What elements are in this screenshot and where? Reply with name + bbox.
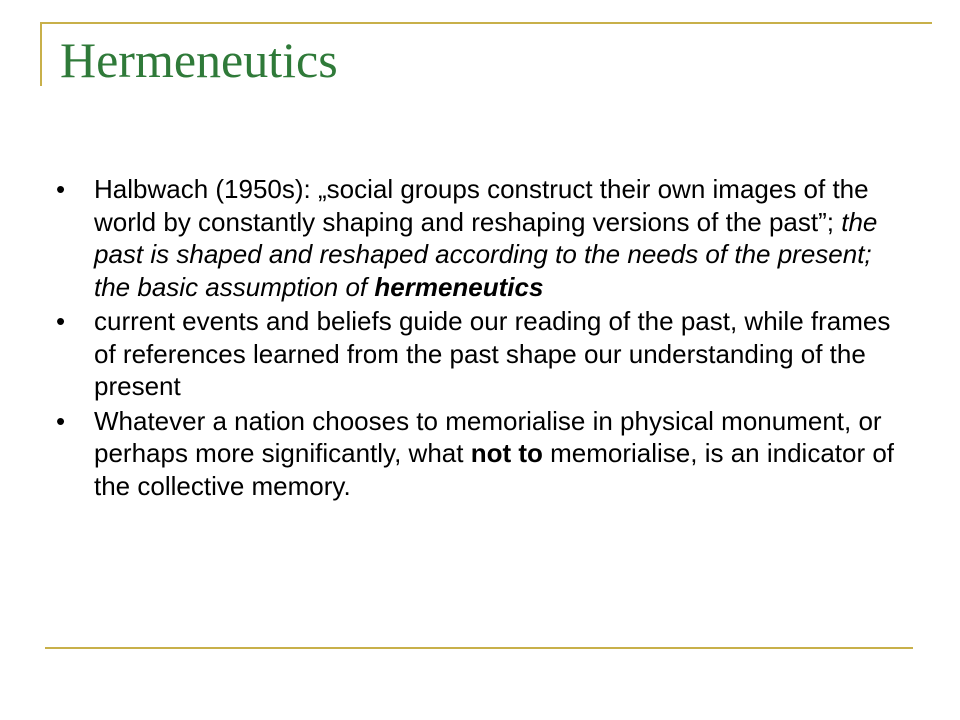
bullet-text-italic: the past is shaped and reshaped according to the needs of the present; the basic assumption of: [94, 206, 878, 302]
bullet-text-normal: memorialise, is an indicator of the collective memory.: [94, 438, 895, 501]
bottom-accent-rule: [45, 647, 913, 649]
bullet-text-normal: Whatever a nation chooses to memorialise in physical monument, or perhaps more significantly, what: [94, 405, 882, 468]
bullet-text-normal: Halbwach (1950s): „social groups construct their own images of the world by constantly shaping and reshaping versions of the past”;: [94, 174, 869, 237]
bullet-list: [56, 173, 906, 504]
bullet-text-emphasis: hermeneutics: [374, 271, 544, 302]
bullet-item-current-events: [56, 305, 906, 403]
bullet-item-halbwach: [56, 173, 906, 303]
bullet-item-memorialise: [56, 405, 906, 503]
left-accent-rule: [40, 22, 42, 86]
bullet-text-bold: not to: [470, 438, 543, 468]
bullet-dot-icon: •: [56, 306, 66, 336]
slide-title: Hermeneutics: [60, 32, 338, 88]
top-accent-rule: [40, 22, 932, 24]
bullet-dot-icon: •: [56, 174, 66, 204]
bullet-dot-icon: •: [56, 405, 66, 436]
bullet-text-normal: current events and beliefs guide our reading of the past, while frames of references learned from the past shape our understanding of the present: [94, 306, 891, 401]
